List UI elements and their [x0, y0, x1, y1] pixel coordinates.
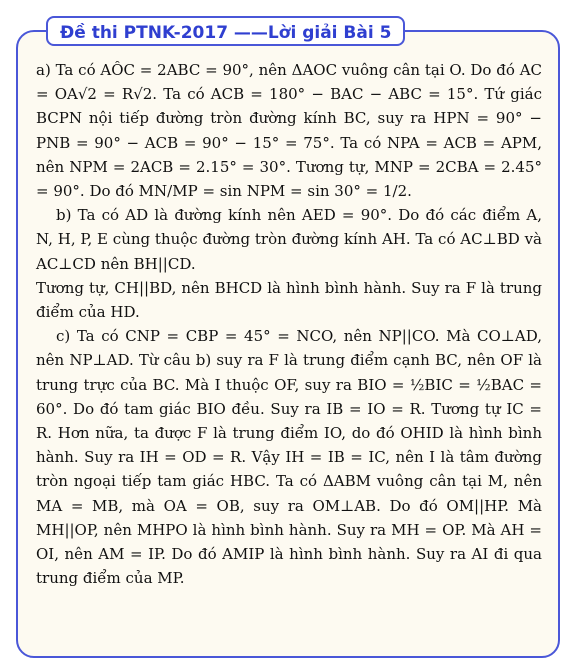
part-a-paragraph: a) Ta có AÔC = 2ABC = 90°, nên ΔAOC vuông cân tại O. Do đó AC = OA√2 = R√2. Ta có ACB = 180° − BAC − ABC = 15°. Tứ giác BCPN nội tiếp đường tròn đường kính BC, suy ra HPN = 90° − PNB = 90° − ACB = 90° − 15° = 75°. Ta có NPA = ACB = APM, nên NPM = 2ACB = 2.15° = 30°. Tương tự, MNP = 2CBA = 2.45° = 90°. Do đó MN/MP = sin NPM = sin 30° = 1/2. — [36, 61, 542, 201]
part-b-paragraph: b) Ta có AD là đường kính nên AED = 90°. Do đó các điểm A, N, H, P, E cùng thuộc đường tròn đường kính AH. Ta có AC⊥BD và AC⊥CD nên BH||CD. — [36, 206, 542, 273]
box-title: Đề thi PTNK-2017 ——Lời giải Bài 5 — [46, 16, 405, 46]
solution-text — [36, 58, 542, 590]
part-c-paragraph: c) Ta có CNP = CBP = 45° = NCO, nên NP||CO. Mà CO⊥AD, nên NP⊥AD. Từ câu b) suy ra F là trung điểm cạnh BC, nên OF là trung trực của BC. Mà I thuộc OF, suy ra BIO = ½BIC = ½BAC = 60°. Do đó tam giác BIO đều. Suy ra IB = IO = R. Tương tự IC = R. Hơn nữa, ta được F là trung điểm IO, do đó OHID là hình bình hành. Suy ra IH = OD = R. Vậy IH = IB = IC, nên I là tâm đường tròn ngoại tiếp tam giác HBC. Ta có ΔABM vuông cân tại M, nên MA = MB, mà OA = OB, suy ra OM⊥AB. Do đó OM||HP. Mà MH||OP, nên MHPO là hình bình hành. Suy ra MH = OP. Mà AH = OI, nên AM = IP. Do đó AMIP là hình bình hành. Suy ra AI đi qua trung điểm của MP. — [36, 327, 542, 588]
part-b-continuation: Tương tự, CH||BD, nên BHCD là hình bình hành. Suy ra F là trung điểm của HD. — [36, 278, 542, 322]
